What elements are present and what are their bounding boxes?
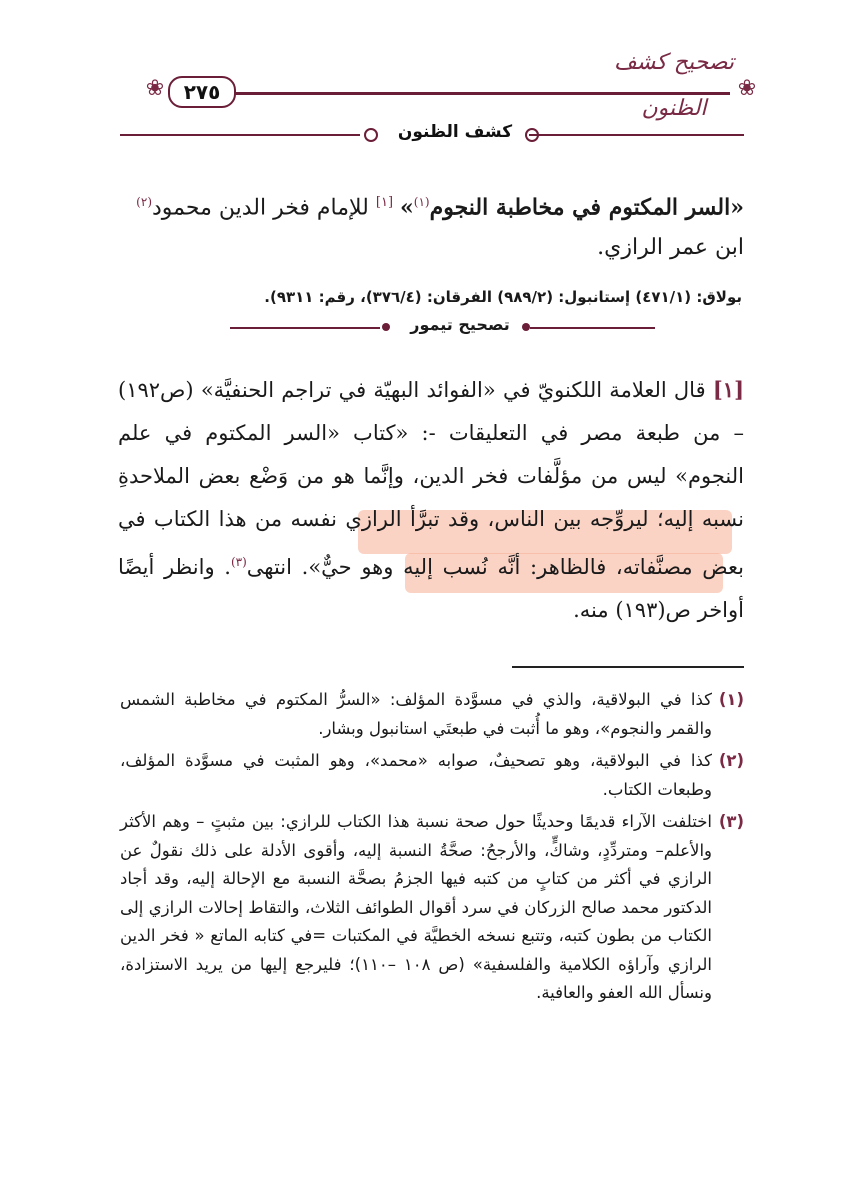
note-ref-1: [١]: [375, 195, 394, 210]
footnote-number: (١): [718, 690, 744, 709]
footnote-text: كذا في البولاقية، والذي في مسوَّدة المؤلف: «السرُّ المكتوم في مخاطبة الشمس والقمر والنجوم»، وهو ما أُثبت في طبعتَي استانبول وبشار.: [120, 690, 712, 738]
page-number-row: [145, 74, 757, 108]
footnote-number: (٣): [718, 812, 744, 831]
entry-sources: بولاق: (٤٧١/١) إستانبول: (٩٨٩/٢) الفرقان: (٣٧٦/٤)، رقم: ٩٣١١).: [264, 288, 742, 306]
entry-line-2: [120, 226, 744, 270]
running-title: كشف الظنون: [397, 122, 513, 142]
footnote-ref-2: (٢): [136, 195, 152, 209]
ornament-right-icon: ❀: [737, 76, 757, 101]
note-tail: . وانظر أيضًا أواخر ص(١٩٣) منه.: [118, 555, 744, 622]
header-rule-right: [529, 134, 744, 136]
page-number: ٢٧٥: [168, 76, 236, 108]
entry-author-line2: ابن عمر الرازي.: [597, 235, 744, 260]
dot-ornament-icon: [382, 323, 390, 331]
page-rule: [232, 92, 730, 95]
footnote-ref-1: (١): [413, 195, 430, 209]
circle-ornament-icon: [364, 128, 378, 142]
footnote-item: [120, 808, 744, 1008]
running-header: [120, 122, 744, 146]
footnote-text: اختلفت الآراء قديمًا وحديثًا حول صحة نسبة هذا الكتاب للرازي: بين مثبتٍ – وهم الأكثر والأعلم– ومتردِّدٍ، وشاكٍّ، والأرجحُ: صحَّةُ النسبة إليه، وأقوى الأدلة على ذلك نقولٌ عن الرازي في أكثر من كتابٍ من كتبه فيها الجزمُ بصحَّة النسبة مع الإحالة إليه، وقد أجاد الدكتور محمد صالح الزركان في سرد أقوال الطوائف الثلاث، والتقاط إحالات الرازي إلى الكتاب من بطون كتبه، وتتبع نسخه الخطيَّة في المكتبات =في كتابه الماتع « فخر الدين الرازي وآراؤه الكلامية والفلسفية» (ص ١٠٨ –١١٠)؛ فليرجع إليها من يريد الاستزادة، ونسأل الله العفو والعافية.: [120, 812, 713, 1002]
note-number: [١]: [712, 377, 744, 402]
entry-author: للإمام فخر الدين محمود: [152, 195, 369, 221]
section-title: تصحيح تيمور: [410, 315, 510, 334]
footnote-number: (٢): [718, 751, 744, 770]
footnotes: [120, 686, 744, 1012]
footnote-item: [120, 747, 744, 804]
note-text: قال العلامة اللكنويّ في «الفوائد البهيّة في تراجم الحنفيَّة» (ص١٩٢) – من طبعة مصر في التعليقات -: «كتاب «السر المكتوم في علم النجوم» ليس من مؤلَّفات فخر الدين، وإنَّما هو من وَضْع بعض الملاحدةِ نسبه إليه؛ ليروِّجه بين الناس، وقد تبرَّأ الرازي نفسه من هذا الكتاب في بعض مصنَّفاته، فالظاهر: أنَّه نُسب إليه وهو حيٌّ». انتهى: [118, 378, 744, 579]
ornament-left-icon: ❀: [145, 76, 165, 101]
correction-note: [118, 368, 744, 632]
entry-line-1: [120, 180, 744, 230]
entry-title-close: »: [400, 194, 414, 221]
footnote-rule: [512, 666, 744, 668]
entry-title: «السر المكتوم في مخاطبة النجوم: [429, 194, 744, 221]
section-rule-right: [530, 327, 655, 329]
footnote-item: [120, 686, 744, 743]
dot-ornament-icon: [522, 323, 530, 331]
book-logo: تصحيح كشف الظنون: [613, 50, 735, 121]
header-rule-left: [120, 134, 360, 136]
footnote-ref-3: (٣): [230, 555, 247, 569]
footnote-text: كذا في البولاقية، وهو تصحيفٌ، صوابه «محمد»، وهو المثبت في مسوَّدة المؤلف، وطبعات الكتاب.: [120, 751, 712, 799]
section-divider: [230, 317, 655, 339]
section-rule-left: [230, 327, 380, 329]
